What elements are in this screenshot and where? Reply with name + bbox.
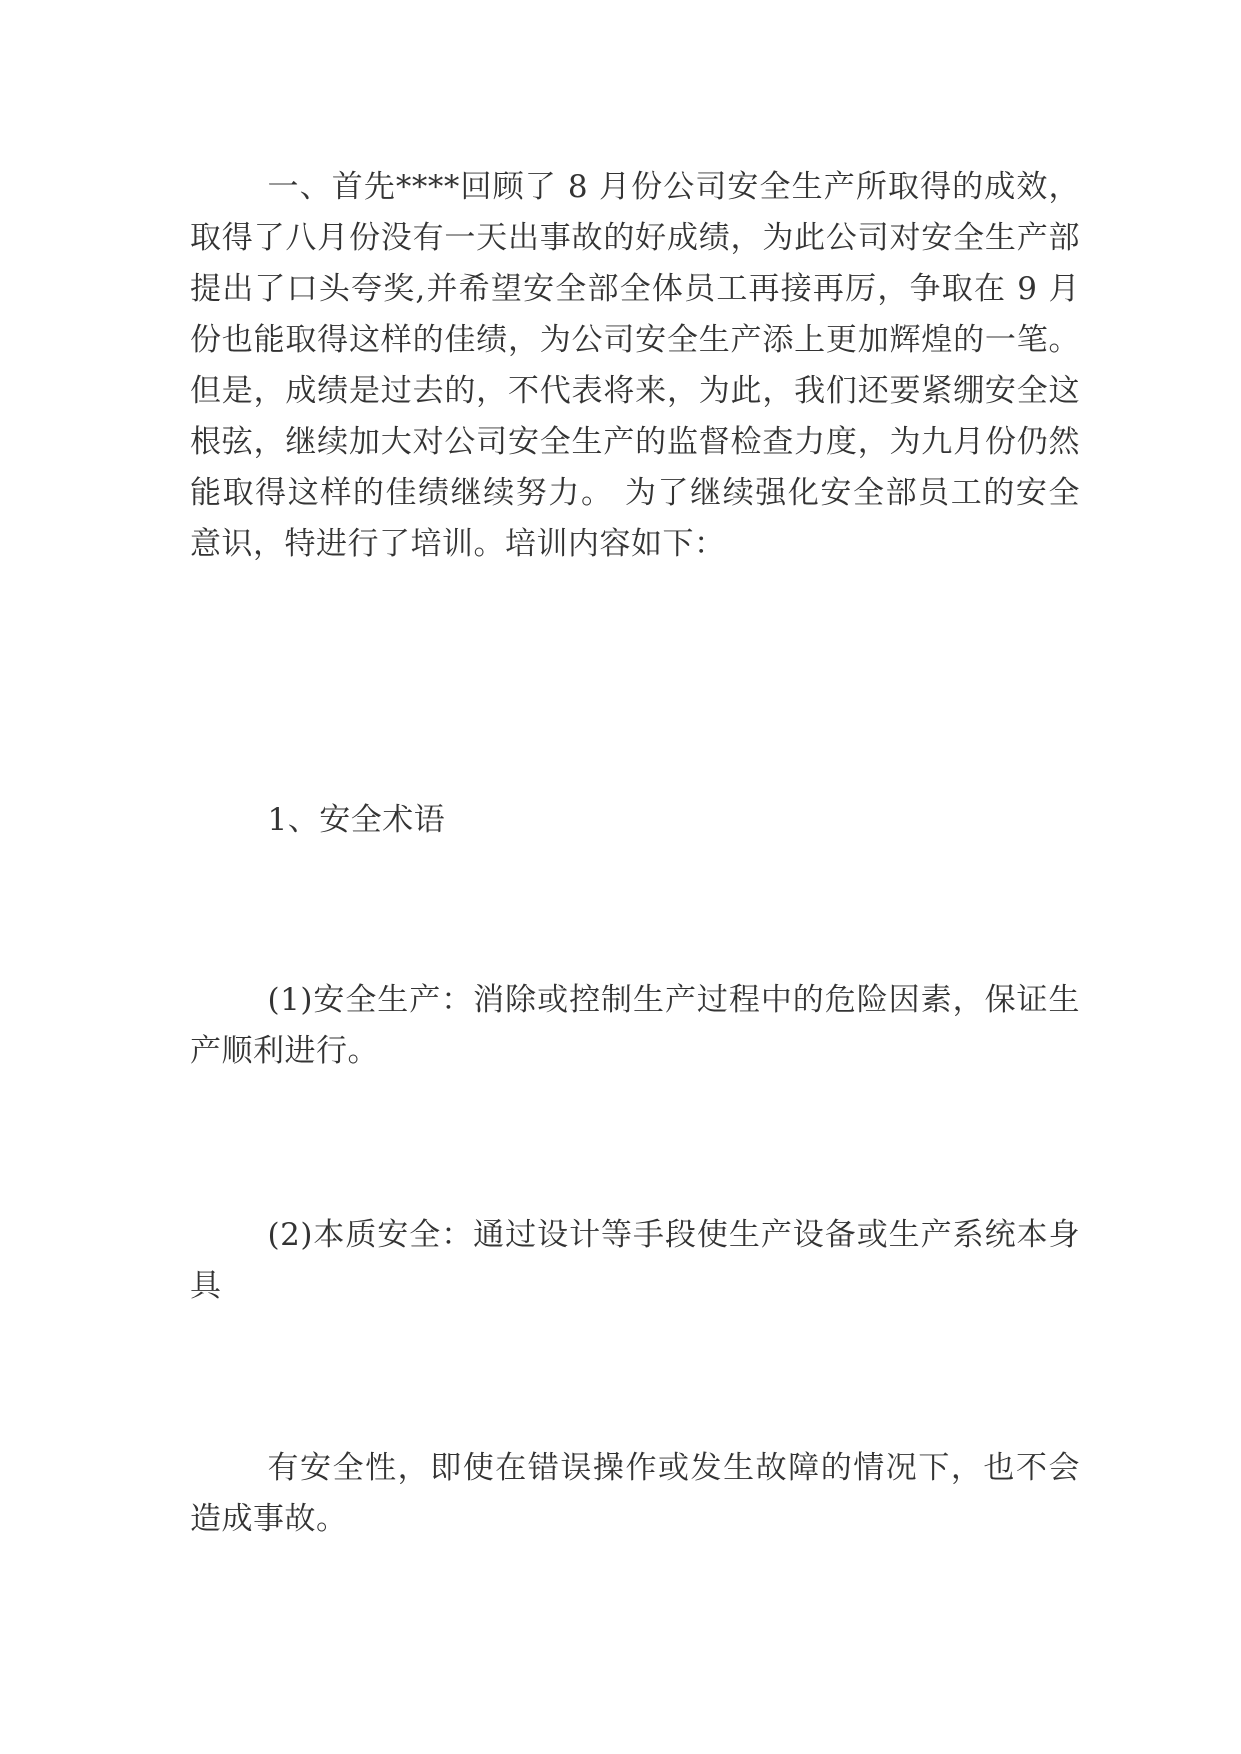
term-intrinsic-safety-continued: 有安全性，即使在错误操作或发生故障的情况下，也不会造成事故。 [190, 1450, 1080, 1537]
section-heading-safety-terms: 1、安全术语 [267, 802, 446, 838]
term-safe-production: (1)安全生产：消除或控制生产过程中的危险因素，保证生产顺利进行。 [190, 982, 1080, 1069]
intro-paragraph: 一、首先****回顾了 8 月份公司安全生产所取得的成效，取得了八月份没有一天出事故的好成绩，为此公司对安全生产部提出了口头夸奖,并希望安全部全体员工再接再厉，争取在 9 月份也能取得这样的佳绩，为公司安全生产添上更加辉煌的一笔。但是，成绩是过去的，不代表将来，为此，我们还要紧绷安全这根弦，继续加大对公司安全生产的监督检查力度，为九月份仍然能取得这样的佳绩继续努力。 为了继续强化安全部员工的安全意识，特进行了培训。培训内容如下： [190, 169, 1080, 562]
term-intrinsic-safety: (2)本质安全：通过设计等手段使生产设备或生产系统本身具 [190, 1217, 1080, 1304]
